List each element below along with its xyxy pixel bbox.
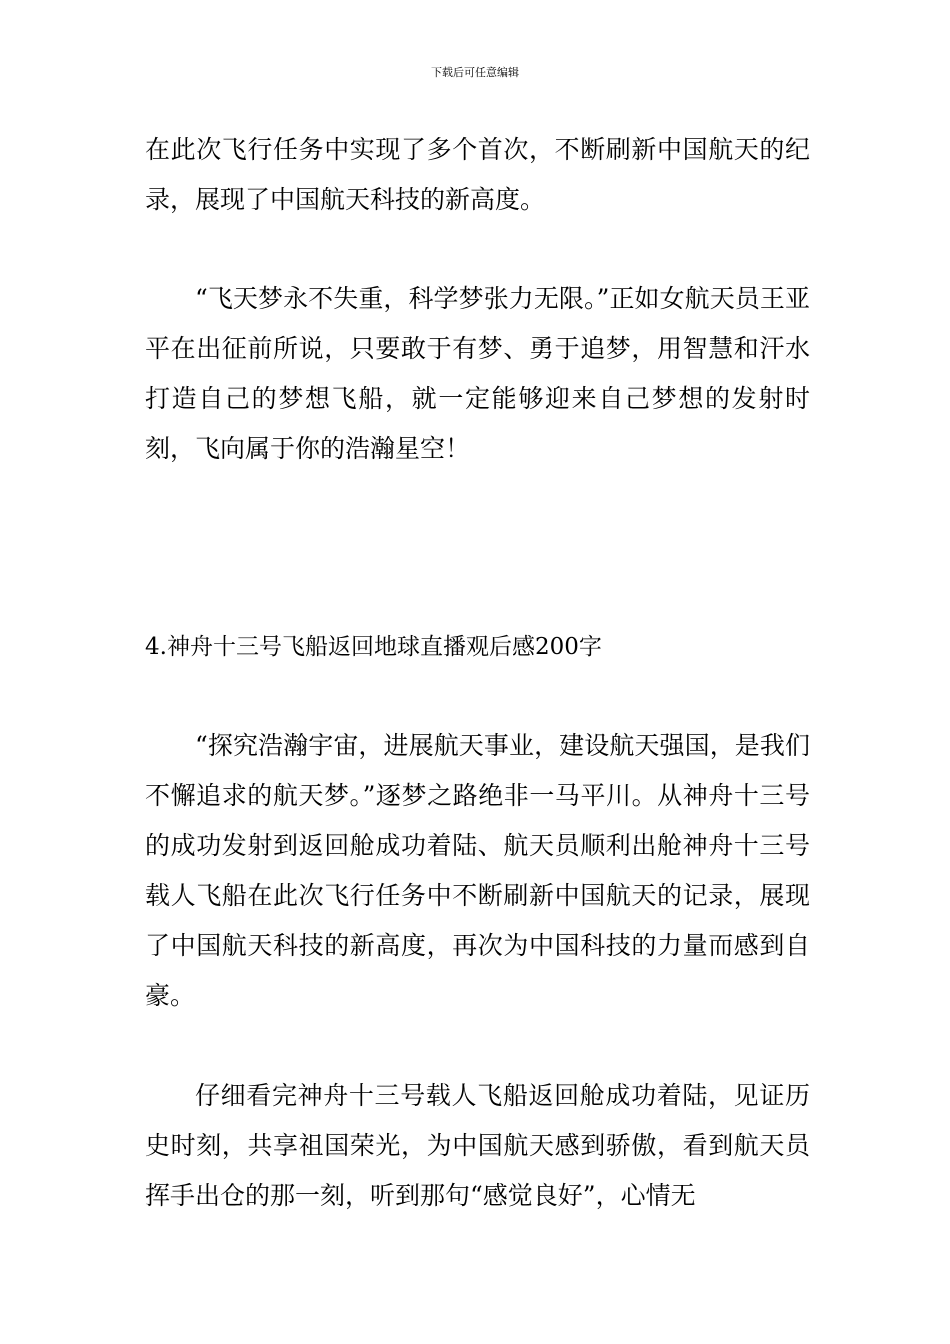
paragraph-wang-yaping-quote: “飞天梦永不失重，科学梦张力无限。”正如女航天员王亚平在出征前所说，只要敢于有梦、勇于追梦，用智慧和汗水打造自己的梦想飞船，就一定能够迎来自己梦想的发射时刻，飞向属于你的浩瀚星空！ bbox=[145, 284, 810, 463]
paragraph-space-dream: “探究浩瀚宇宙，进展航天事业，建设航天强国，是我们不懈追求的航天梦。”逐梦之路绝非一马平川。从神舟十三号的成功发射到返回舱成功着陆、航天员顺利出舱神舟十三号载人飞船在此次飞行任务中不断刷新中国航天的记录，展现了中国航天科技的新高度，再次为中国科技的力量而感到自豪。 bbox=[145, 731, 810, 1010]
paragraph-return-capsule: 仔细看完神舟十三号载人飞船返回舱成功着陆，见证历史时刻，共享祖国荣光，为中国航天感到骄傲，看到航天员挥手出仓的那一刻，听到那句“感觉良好”，心情无 bbox=[145, 1081, 810, 1210]
page-header: 下载后可任意编辑 bbox=[431, 66, 519, 79]
paragraph-continuation: 在此次飞行任务中实现了多个首次，不断刷新中国航天的纪录，展现了中国航天科技的新高度。 bbox=[145, 135, 810, 214]
section-heading: 4.神舟十三号飞船返回地球直播观后感200字 bbox=[145, 634, 602, 660]
